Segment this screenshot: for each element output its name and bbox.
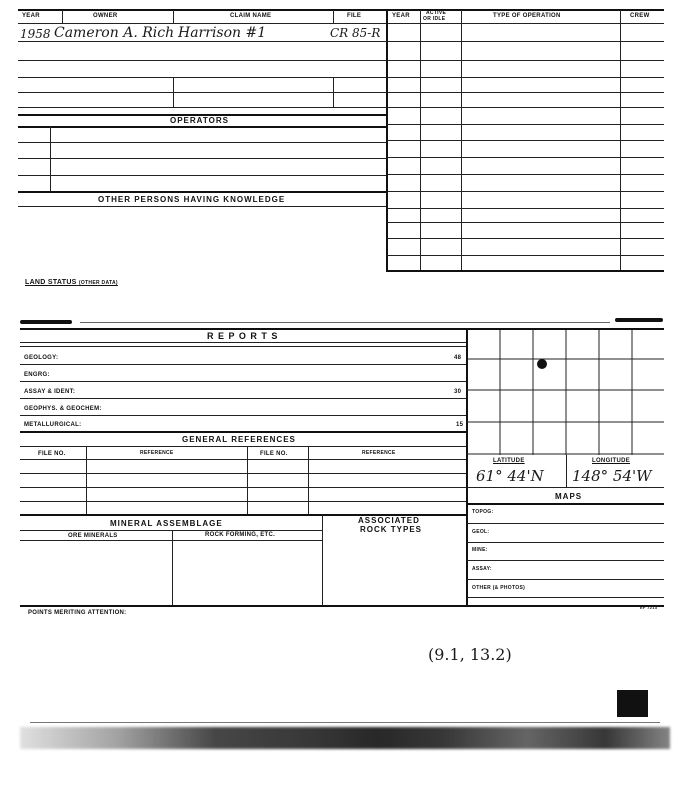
map-row-rule	[467, 542, 664, 543]
map-label: ASSAY:	[472, 566, 492, 572]
operators-heading: OPERATORS	[170, 116, 229, 125]
file-no-header: FILE NO.	[260, 451, 288, 457]
top-rule	[18, 9, 664, 11]
reference-header: REFERENCE	[140, 450, 174, 456]
operators-rule	[18, 126, 386, 128]
longitude-label: LONGITUDE	[592, 458, 631, 464]
year2-divider	[420, 10, 421, 272]
mineral-col-divider	[172, 530, 173, 605]
header-rule	[18, 23, 664, 24]
report-label: ASSAY & IDENT:	[24, 389, 76, 395]
latitude-value: 61° 44'N	[476, 467, 544, 485]
form-code: EF 7213	[640, 605, 658, 610]
mineral-rule	[20, 530, 322, 531]
year-header: YEAR	[22, 13, 40, 19]
rock-types-heading: ROCK TYPES	[360, 525, 423, 534]
right-row-rule	[387, 60, 664, 61]
general-references-heading: GENERAL REFERENCES	[182, 435, 296, 444]
dashed-rule	[80, 322, 610, 323]
longitude-value: 148° 54'W	[572, 467, 652, 485]
lat-long-divider	[566, 455, 567, 487]
right-row-rule	[387, 124, 664, 125]
associated-heading: ASSOCIATED	[358, 516, 420, 525]
map-row-rule	[467, 579, 664, 580]
report-row-rule	[20, 381, 466, 382]
report-label: GEOLOGY:	[24, 355, 59, 361]
report-row-rule	[20, 415, 466, 416]
row-rule	[18, 158, 386, 159]
right-row-rule	[387, 157, 664, 158]
rock-forming-header: ROCK FORMING, ETC.	[205, 532, 276, 538]
file-no-header: FILE NO.	[38, 451, 66, 457]
col-divider	[62, 10, 63, 24]
col-divider	[333, 10, 334, 24]
col-divider	[173, 77, 174, 107]
reports-heading: R E P O R T S	[207, 331, 279, 341]
right-row-rule	[387, 208, 664, 209]
report-value: 30	[454, 389, 462, 395]
references-col-divider	[86, 446, 87, 514]
row-rule	[18, 191, 386, 193]
latitude-label: LATITUDE	[493, 458, 525, 464]
right-bottom-rule	[387, 270, 664, 272]
crew-header: CREW	[630, 13, 650, 19]
report-row-rule	[20, 431, 466, 433]
col-divider	[173, 10, 174, 24]
report-label: ENGRG:	[24, 372, 50, 378]
map-row-rule	[467, 560, 664, 561]
right-row-rule	[387, 92, 664, 93]
bottom-rule	[20, 605, 664, 607]
right-row-rule	[387, 222, 664, 223]
row-rule	[18, 60, 386, 61]
reports-rule	[20, 346, 466, 347]
operators-col-divider	[50, 126, 51, 191]
scan-smudge	[20, 320, 72, 324]
maps-heading: MAPS	[555, 492, 583, 501]
right-row-rule	[387, 140, 664, 141]
entry-rule	[18, 41, 664, 42]
right-row-rule	[387, 238, 664, 239]
row-rule	[18, 142, 386, 143]
map-row-rule	[467, 523, 664, 524]
report-row-rule	[20, 398, 466, 399]
entry-year: 1958	[20, 27, 51, 41]
right-row-rule	[387, 77, 664, 78]
report-label: METALLURGICAL:	[24, 422, 82, 428]
right-row-rule	[387, 191, 664, 192]
entry-file: CR 85-R	[330, 26, 381, 40]
ore-minerals-header: ORE MINERALS	[68, 533, 118, 539]
crew-divider	[620, 10, 621, 272]
right-row-rule	[387, 107, 664, 108]
active-divider	[461, 10, 462, 272]
report-value: 15	[456, 422, 464, 428]
map-label: GEOL:	[472, 529, 490, 535]
mineral-rule	[20, 540, 322, 541]
center-divider	[386, 10, 388, 272]
mineral-assemblage-heading: MINERAL ASSEMBLAGE	[110, 519, 223, 528]
claim-name-header: CLAIM NAME	[230, 13, 272, 19]
location-marker	[537, 359, 547, 369]
right-row-rule	[387, 174, 664, 175]
right-row-rule	[387, 255, 664, 256]
handwritten-coordinates: (9.1, 13.2)	[428, 645, 512, 664]
scan-line	[30, 722, 660, 723]
land-status-label: LAND STATUS (OTHER DATA)	[25, 279, 118, 286]
idle-header: OR IDLE	[423, 16, 446, 22]
active-header: ACTIVE	[426, 10, 447, 16]
maps-rule	[467, 503, 664, 505]
mineral-col-divider	[322, 514, 323, 605]
entry-owner: Cameron A. Rich	[54, 25, 175, 41]
location-grid	[467, 330, 664, 455]
map-label: TOPOG:	[472, 509, 494, 515]
row-rule	[18, 175, 386, 176]
scan-smudge	[615, 318, 663, 322]
scan-smear	[20, 727, 670, 749]
reports-rule	[20, 342, 466, 343]
other-persons-rule	[18, 206, 386, 207]
entry-claim-name: Harrison #1	[178, 25, 267, 41]
map-label: MINE:	[472, 547, 488, 553]
report-row-rule	[20, 364, 466, 365]
report-value: 48	[454, 355, 462, 361]
map-label: OTHER (& PHOTOS)	[472, 585, 526, 591]
map-row-rule	[467, 597, 664, 598]
references-col-divider	[247, 446, 248, 514]
other-persons-heading: OTHER PERSONS HAVING KNOWLEDGE	[98, 195, 286, 204]
type-of-operation-header: TYPE OF OPERATION	[493, 13, 561, 19]
col-divider	[333, 77, 334, 107]
row-rule	[18, 107, 386, 108]
file-header: FILE	[347, 13, 362, 19]
scan-block	[617, 690, 648, 717]
row-rule	[18, 77, 386, 78]
points-meriting-label: POINTS MERITING ATTENTION:	[28, 610, 127, 616]
owner-header: OWNER	[93, 13, 118, 19]
row-rule	[18, 92, 386, 93]
references-col-divider	[308, 446, 309, 514]
report-label: GEOPHYS. & GEOCHEM:	[24, 406, 102, 412]
reference-header: REFERENCE	[362, 450, 396, 456]
section-grid-svg	[467, 330, 664, 455]
maps-rule	[467, 487, 664, 488]
year2-header: YEAR	[392, 13, 410, 19]
